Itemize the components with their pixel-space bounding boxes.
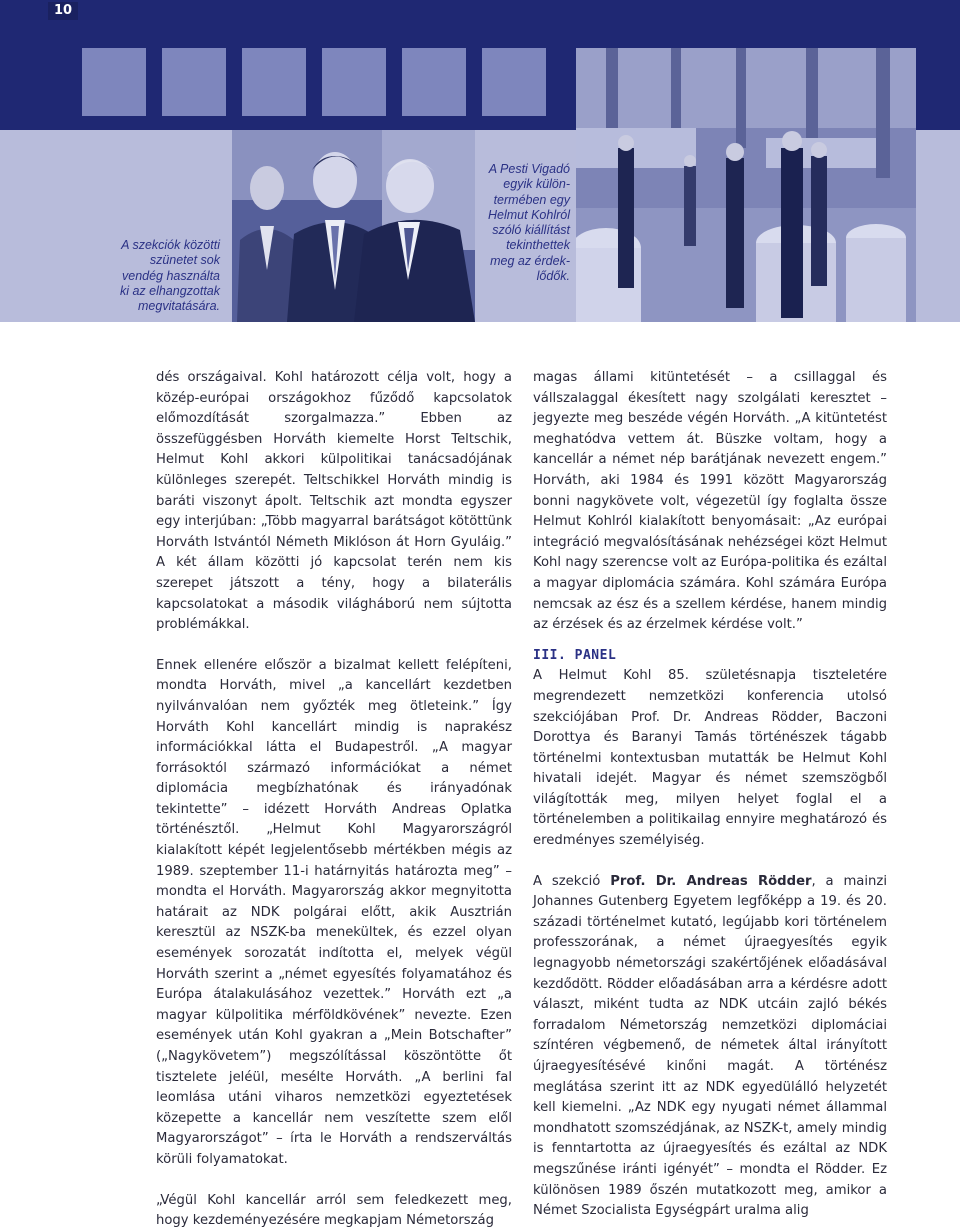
- decorative-tile: [242, 48, 306, 116]
- caption-left: A szekciók közötti szünetet sok vendég használta ki az elhangzottak megvitatására.: [119, 238, 220, 314]
- speaker-name: Prof. Dr. Andreas Rödder: [610, 873, 812, 889]
- text-column-left: [156, 368, 512, 1232]
- photo-three-men: [232, 130, 475, 322]
- caption-middle: A Pesti Vigadó egyik külön- termében egy Helmut Kohlról szóló kiállítást tekinthettek meg az érdek- lődők.: [488, 162, 570, 284]
- section-heading: III. PANEL: [533, 647, 617, 663]
- decorative-tile: [82, 48, 146, 116]
- decorative-tile: [402, 48, 466, 116]
- paragraph-rest: , a mainzi Johannes Gutenberg Egyetem legfőképp a 19. és 20. századi történelmet kutató, legújabb kori történelem professzorának, a német újraegyesítés egyik legnagyobb németországi szakértőjének előadásával kezdődött. Rödder előadásában arra a kérdésre adott választ, miként tudta az NDK utcáin zajló békés forradalom Németország nemzetközi diplomáciai színtéren végbemenő, de németek által irányított újraegyesítésévé kinőni magát. A történész meglátása szerint itt az NDK egyedülálló helyzetét kell kiemelni. „Az NDK egy nyugati német állammal mondhatott szomszédjának, az NSZK-t, amely mindig is fenntartotta az újraegyesítés és ezáltal az NDK megszűnése iránti igényét” – mondta el Rödder. Ez különösen 1989 őszén mutatkozott meg, amikor a Német Szocialista Egységpárt uralma alig: [533, 873, 887, 1219]
- photo-exhibition-hall: [576, 48, 916, 322]
- paragraph: Ennek ellenére először a bizalmat kellett felépíteni, mondta Horváth, mivel „a kancellárt kezdetben nyilvánvalóan nem győzték meg ötleteink.” Így Horváth Kohl kancellárt mindig is naprakész információkkal látta el Budapestről. „A magyar forrásoktól származó információkat a német diplomácia megbízhatónak és irányadónak tekintette” – idézett Horváth Andreas Oplatka történésztől. „Helmut Kohl Magyarországról kialakított képét legjelentősebb mértékben mégis az 1989. szeptember 11-i határnyitás határozta meg” – mondta el Horváth. Magyarország akkor megnyitotta határait az NDK polgárai előtt, akik Ausztrián keresztül az NSZK-ba menekültek, és ezzel olyan események sorozatát indította el, melyek végül Horváth szerint a „német egyesítés folyamatához és Európa átalakulásához vezettek.” Horváth ezt „a magyar külpolitika mérföldkövének” nevezte. Ezen események után Kohl gyakran a „Mein Botschafter” („Nagykövetem”) megszólítással köszöntötte őt tisztelete jeléül, mesélte Horváth. „A berlini fal leomlása utáni viharos nemzetközi egyeztetések közepette a kancellár nem veszítette szem elől Magyarországot” – írta le Horváth a rendszerváltás körüli folyamatokat.: [156, 657, 512, 1167]
- paragraph: [533, 872, 887, 1222]
- photo-three-men-image: [232, 130, 475, 322]
- decorative-tile: [482, 48, 546, 116]
- paragraph: „Végül Kohl kancellár arról sem feledkezett meg, hogy kezdeményezésére megkapjam Németország: [156, 1192, 512, 1229]
- text-column-right: [533, 368, 887, 1222]
- paragraph-intro: A szekció: [533, 873, 611, 889]
- paragraph: A Helmut Kohl 85. születésnapja tiszteletére megrendezett nemzetközi konferencia utolsó szekciójában Prof. Dr. Andreas Rödder, Baczoni Dorottya és Baranyi Tamás történészek tágabb történelmi kontextusban mutatták be Helmut Kohl hivatali idejét. Magyar és német szemszögből világították meg, milyen helyet foglal el a történelemben a politikailag ennyire meghatározó és eredményes személyiség.: [533, 668, 887, 849]
- photo-exhibition-hall-image: [576, 48, 916, 322]
- page-number: 10: [48, 2, 78, 20]
- decorative-tile: [322, 48, 386, 116]
- paragraph: magas állami kitüntetését – a csillaggal és vállszalaggal ékesített nagy szolgálati keresztet – jegyezte meg beszéde végén Horváth. „A kitüntetést meghatódva vettem át. Büszke voltam, hogy a kancellár a német nép barátjának nevezett engem.” Horváth, aki 1984 és 1991 között Magyarország bonni nagykövete volt, végezetül így foglalta össze Helmut Kohlról kialakított benyomásait: „Az európai integráció megvalósításának nehézségei közt Helmut Kohl nagy szerencse volt az Európa-politika és ezáltal a magyar diplomácia számára. Kohl számára Európa nemcsak az ész és a szellem kérdése, hanem mindig az érzések és az érzelmek kérdése volt.”: [533, 370, 887, 633]
- decorative-tile: [162, 48, 226, 116]
- paragraph: dés országaival. Kohl határozott célja volt, hogy a közép-európai országokhoz fűződő kapcsolatok előmozdítását szorgalmazza.” Ebben az összefüggésben Horváth kiemelte Horst Teltschik, Helmut Kohl akkori külpolitikai tanácsadójának különleges szerepét. Teltschikkel Horváth mindig is baráti viszonyt ápolt. Teltschik azt mondta egyszer egy interjúban: „Több magyarral barátságot kötöttünk Horváth Istvántól Németh Miklóson át Horn Gyuláig.” A két állam közötti jó kapcsolat terén nem kis szerepet játszott a tény, hogy a bilaterális kapcsolatokat a második világháború nem sújtotta problémákkal.: [156, 370, 512, 633]
